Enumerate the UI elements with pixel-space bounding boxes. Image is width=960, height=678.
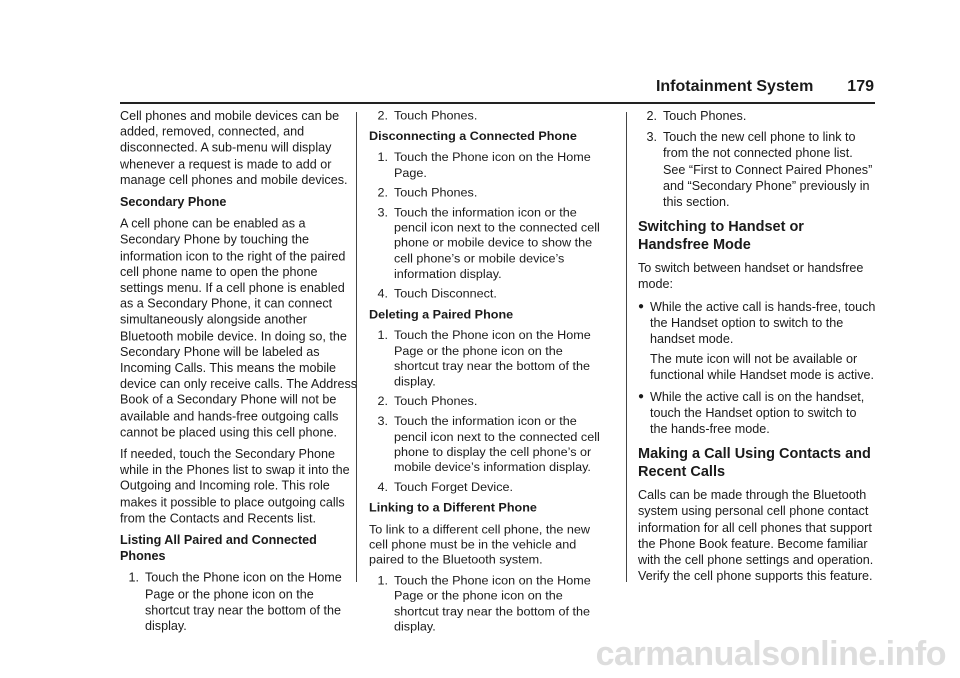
column-1	[120, 108, 358, 640]
secondary-phone-paragraph: A cell phone can be enabled as a Secondary Phone by touching the information icon to the right of the paired cell phone name to open the phone settings menu. If a cell phone is enabled as a Secondary Phone, it can connect simultaneously alongside another Bluetooth mobile device. In doing so, the Secondary Phone will be labeled as Incoming Calls. This means the mobile device can only receive calls. The Address Book of a Secondary Phone will not be available and hands-free outgoing calls cannot be placed using this cell phone.	[120, 216, 358, 440]
item-body	[394, 328, 607, 389]
step-number: 1.	[377, 329, 388, 343]
step-number: 4.	[377, 480, 388, 495]
page-number: 179	[847, 78, 874, 95]
step-item	[638, 129, 876, 210]
item-text: Touch Phones.	[394, 186, 478, 200]
item-body	[394, 150, 607, 181]
item-body	[394, 414, 607, 475]
item-body	[394, 286, 497, 301]
step-item	[369, 205, 607, 281]
disconnecting-heading: Disconnecting a Connected Phone	[369, 129, 577, 144]
item-body	[394, 480, 513, 495]
item-text: Touch the Phone icon on the Home Page.	[394, 150, 591, 180]
item-text: Touch Phones.	[663, 109, 747, 123]
step-number: 3.	[377, 414, 388, 429]
calls-heading: Making a Call Using Contacts and Recent Calls	[638, 446, 871, 481]
step-item	[120, 570, 358, 634]
column-2	[369, 108, 607, 640]
item-body	[394, 108, 477, 123]
step-item	[369, 573, 607, 634]
item-text: Touch the information icon or the pencil icon next to the connected cell phone to display the cell phone’s or mobile device’s information display.	[394, 414, 600, 475]
section-title: Infotainment System	[655, 78, 814, 95]
header-rule	[120, 102, 875, 104]
step-number: 3.	[377, 206, 388, 220]
step-number: 4.	[377, 287, 388, 301]
item-text: Touch the Phone icon on the Home Page or the phone icon on the shortcut tray near the bottom of the display.	[394, 574, 591, 634]
bullet-icon: ●	[638, 390, 645, 402]
switching-intro: To switch between handset or handsfree mode:	[638, 261, 864, 292]
step-item	[638, 108, 876, 124]
bullet-item	[638, 299, 876, 384]
intro-paragraph: Cell phones and mobile devices can be added, removed, connected, and disconnected. A sub-menu will display whenever a request is made to add or manage cell phones and mobile devices.	[120, 108, 348, 187]
step-number: 1.	[128, 571, 139, 586]
watermark: carmanualsonline.info	[595, 635, 946, 673]
item-text: While the active call is on the handset, touch the Handset option to switch to the hands-free mode.	[650, 389, 865, 437]
deleting-steps	[369, 328, 607, 495]
step-number: 3.	[646, 130, 657, 145]
step-item	[369, 108, 607, 123]
switching-bullets	[638, 299, 876, 438]
step-number: 1.	[377, 574, 388, 588]
item-body	[145, 570, 358, 634]
item-text: Touch the Phone icon on the Home Page or the phone icon on the shortcut tray near the bottom of the display.	[145, 571, 342, 634]
step-number: 2.	[377, 394, 388, 409]
bullet-icon: ●	[638, 300, 645, 312]
item-body	[663, 129, 876, 210]
item-body	[650, 389, 876, 438]
step-number: 2.	[377, 186, 388, 200]
item-body	[394, 394, 477, 409]
item-body	[394, 185, 477, 200]
switching-heading: Switching to Handset or Handsfree Mode	[638, 219, 804, 254]
secondary-phone-swap-paragraph: If needed, touch the Secondary Phone while in the Phones list to swap it into the Outgoing and Incoming role. This role makes it possible to place outgoing calls from the Contacts and Recents list.	[120, 447, 350, 526]
deleting-heading: Deleting a Paired Phone	[369, 308, 514, 322]
step-item	[369, 286, 607, 301]
bullet-item	[638, 389, 876, 438]
step-number: 2.	[377, 108, 388, 123]
secondary-phone-heading: Secondary Phone	[120, 195, 227, 209]
step-item	[369, 185, 607, 200]
linking-steps	[369, 573, 607, 634]
item-body	[394, 573, 607, 634]
item-text: Touch the new cell phone to link to from the not connected phone list. See “First to Connect Paired Phones” and “Secondary Phone” previously in this section.	[663, 130, 873, 210]
item-text: Touch the Phone icon on the Home Page or the phone icon on the shortcut tray near the bottom of the display.	[394, 329, 591, 389]
item-text: Touch the information icon or the pencil icon next to the connected cell phone or mobile device to show the cell phone’s or mobile device’s information display.	[394, 206, 600, 281]
item-text: Touch Phones.	[394, 394, 478, 409]
calls-paragraph: Calls can be made through the Bluetooth system using personal cell phone contact information for all cell phones that support the Phone Book feature. Become familiar with the cell phone settings and operation. Verify the cell phone supports this feature.	[638, 488, 874, 584]
step-number: 1.	[377, 150, 388, 165]
listing-phones-heading: Listing All Paired and Connected Phones	[120, 533, 317, 564]
item-body	[663, 108, 746, 124]
linking-heading: Linking to a Different Phone	[369, 501, 537, 516]
step-item	[369, 414, 607, 475]
item-body	[394, 205, 607, 281]
step-item	[369, 150, 607, 181]
page-header	[656, 78, 874, 96]
step-item	[369, 394, 607, 409]
item-text: Touch Forget Device.	[394, 480, 513, 495]
step-item	[369, 328, 607, 389]
item-body	[650, 299, 876, 384]
disconnecting-steps	[369, 150, 607, 302]
column-3	[638, 108, 876, 590]
item-subtext: The mute icon will not be available or functional while Handset mode is active.	[650, 352, 875, 383]
linking-steps-continued	[638, 108, 876, 210]
step-item	[369, 480, 607, 495]
item-text: While the active call is hands-free, touch the Handset option to switch to the handset mode.	[650, 299, 876, 347]
column-divider	[626, 112, 627, 582]
linking-intro: To link to a different cell phone, the new cell phone must be in the vehicle and paired to the Bluetooth system.	[369, 522, 590, 567]
listing-steps	[120, 570, 358, 634]
item-text: Touch Phones.	[394, 108, 478, 123]
item-text: Touch Disconnect.	[394, 287, 497, 301]
listing-steps-continued	[369, 108, 607, 123]
step-number: 2.	[646, 109, 657, 123]
